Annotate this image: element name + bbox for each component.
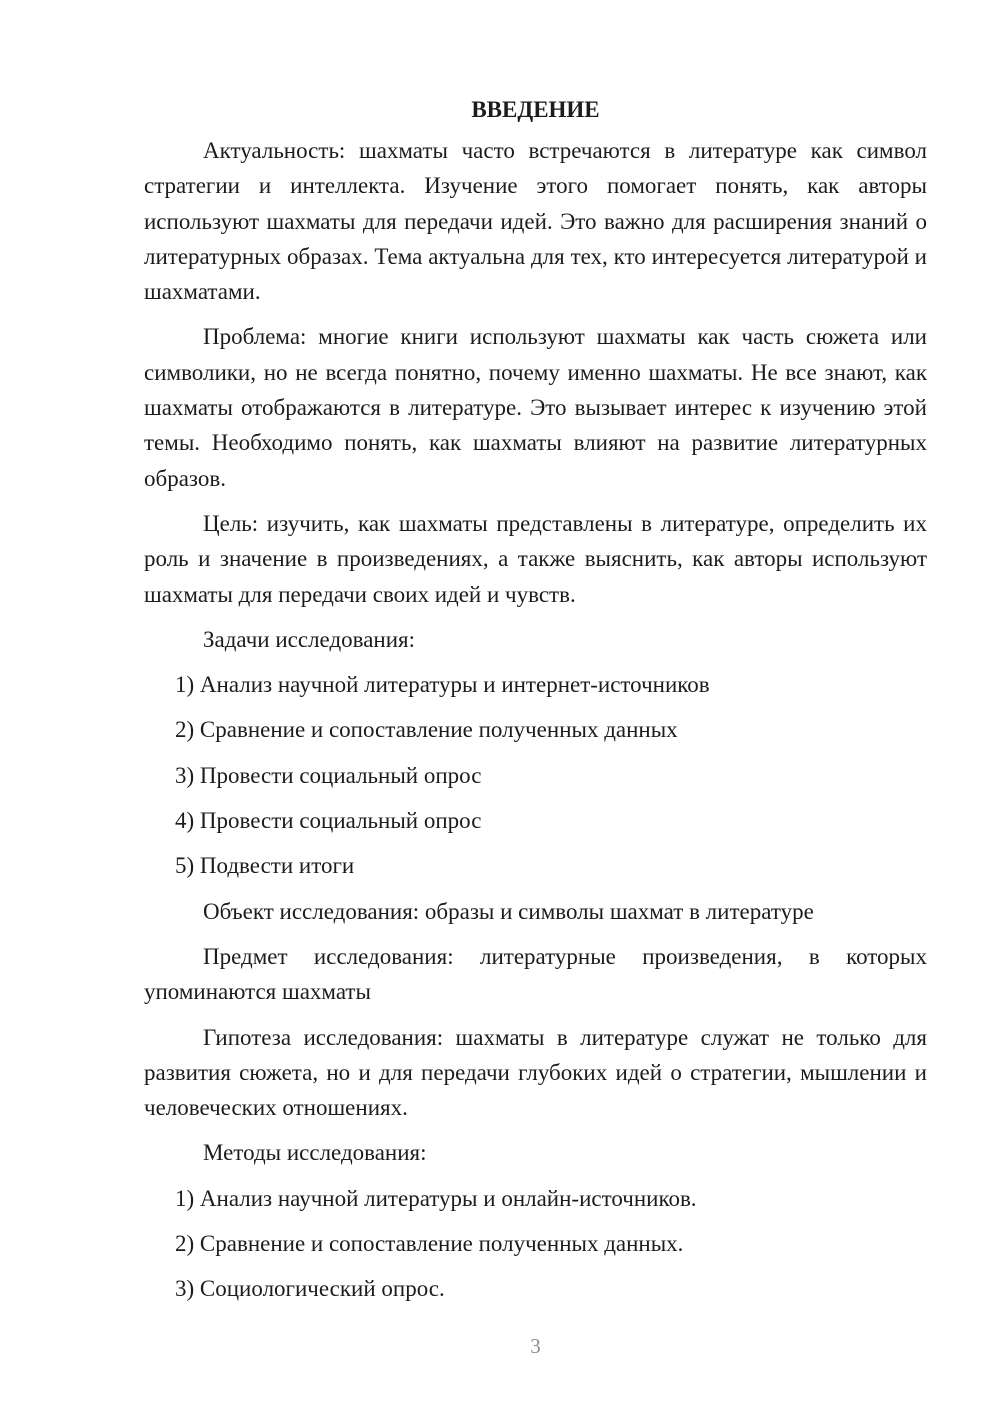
subject-paragraph: Предмет исследования: литературные произведения, в которых упоминаются шахматы bbox=[144, 943, 927, 1005]
methods-list bbox=[144, 1181, 927, 1307]
page-number: 3 bbox=[530, 1334, 541, 1358]
method-item: 1) Анализ научной литературы и онлайн-источников. bbox=[175, 1185, 697, 1211]
task-item: 2) Сравнение и сопоставление полученных данных bbox=[175, 717, 678, 743]
task-item: 4) Провести социальный опрос bbox=[175, 808, 482, 834]
methods-label: Методы исследования: bbox=[203, 1140, 427, 1166]
section-heading: ВВЕДЕНИЕ bbox=[471, 97, 600, 122]
tasks-list bbox=[144, 667, 927, 883]
document-page bbox=[144, 92, 927, 1317]
relevance-paragraph: Актуальность: шахматы часто встречаются в литературе как символ стратегии и интеллекта. Изучение этого помогает понять, как авторы используют шахматы для передачи идей. Это важно для расширения знаний о литературных образах. Тема актуальна для тех, кто интересуется литературой и шахматами. bbox=[144, 138, 927, 305]
hypothesis-paragraph: Гипотеза исследования: шахматы в литературе служат не только для развития сюжета, но и для передачи глубоких идей о стратегии, мышлении и человеческих отношениях. bbox=[144, 1024, 927, 1121]
problem-paragraph: Проблема: многие книги используют шахматы как часть сюжета или символики, но не всегда понятно, почему именно шахматы. Не все знают, как шахматы отображаются в литературе. Это вызывает интерес к изучению этой темы. Необходимо понять, как шахматы влияют на развитие литературных образов. bbox=[144, 324, 927, 491]
goal-paragraph: Цель: изучить, как шахматы представлены в литературе, определить их роль и значение в произведениях, а также выяснить, как авторы используют шахматы для передачи своих идей и чувств. bbox=[144, 510, 927, 607]
method-item: 2) Сравнение и сопоставление полученных данных. bbox=[175, 1231, 684, 1257]
task-item: 3) Провести социальный опрос bbox=[175, 762, 482, 788]
tasks-label: Задачи исследования: bbox=[203, 626, 416, 652]
task-item: 1) Анализ научной литературы и интернет-источников bbox=[175, 672, 710, 698]
task-item: 5) Подвести итоги bbox=[175, 853, 355, 879]
object-paragraph: Объект исследования: образы и символы шахмат в литературе bbox=[203, 898, 814, 924]
method-item: 3) Социологический опрос. bbox=[175, 1276, 445, 1302]
